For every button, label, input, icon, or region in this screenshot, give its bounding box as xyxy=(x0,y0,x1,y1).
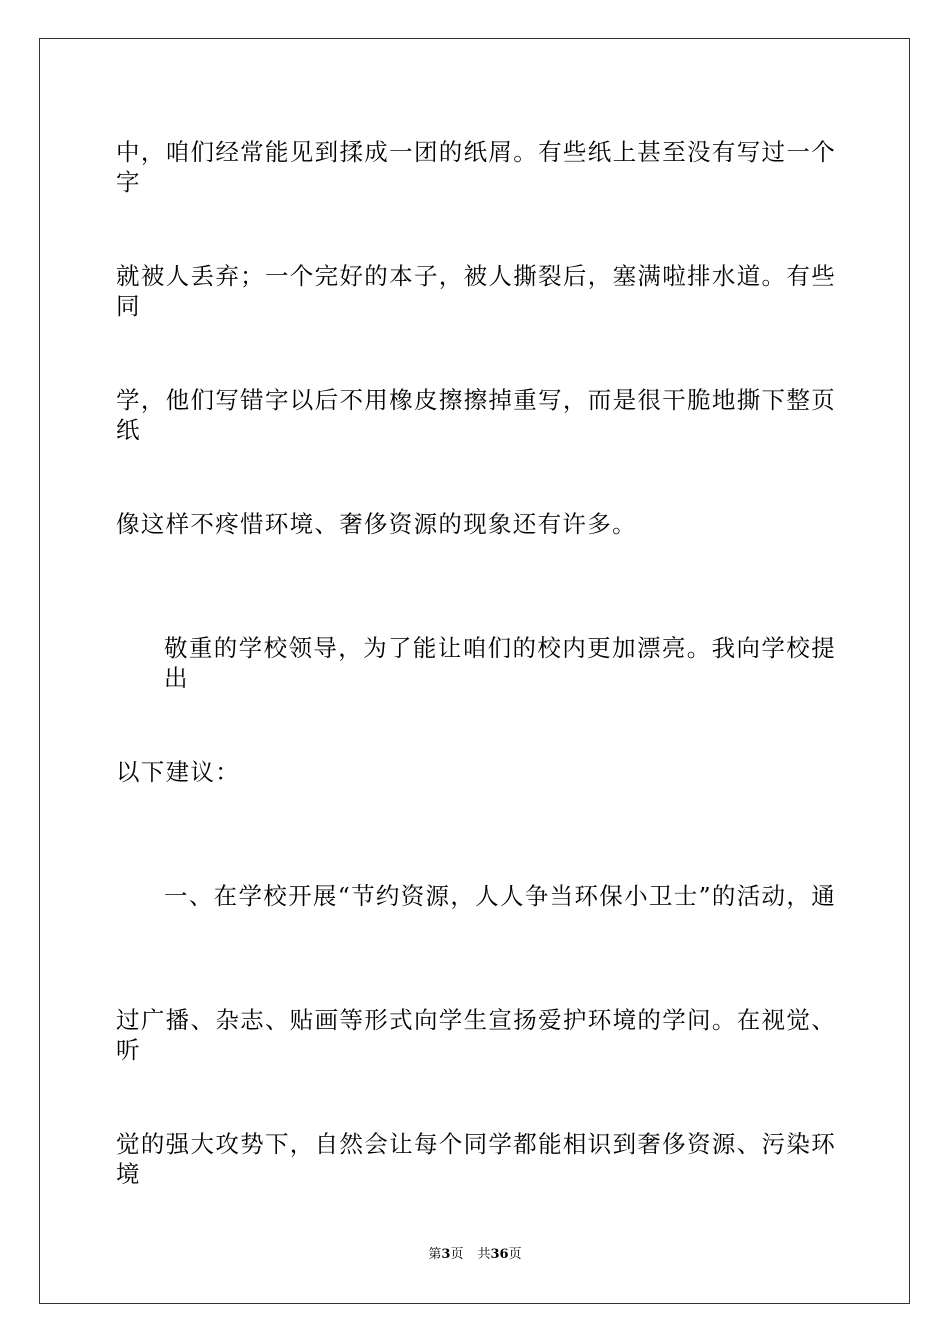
body-line-3: 学，他们写错字以后不用橡皮擦擦掉重写，而是很干脆地撕下整页纸 xyxy=(116,386,836,444)
body-line-2: 就被人丢弃；一个完好的本子，被人撕裂后，塞满啦排水道。有些同 xyxy=(116,262,836,320)
total-suffix: 页 xyxy=(508,1247,522,1262)
body-line-5: 敬重的学校领导，为了能让咱们的校内更加漂亮。我向学校提出 xyxy=(164,634,836,692)
total-prefix: 共 xyxy=(477,1247,491,1262)
body-line-9: 觉的强大攻势下，自然会让每个同学都能相识到奢侈资源、污染环境 xyxy=(116,1130,836,1188)
page-total: 36 xyxy=(490,1247,509,1262)
page-suffix: 页 xyxy=(450,1247,464,1262)
page-number-footer xyxy=(0,1246,950,1264)
body-line-6: 以下建议： xyxy=(116,758,240,786)
body-line-8: 过广播、杂志、贴画等形式向学生宣扬爱护环境的学问。在视觉、听 xyxy=(116,1006,836,1064)
body-line-4: 像这样不疼惜环境、奢侈资源的现象还有许多。 xyxy=(116,510,637,538)
page-prefix: 第 xyxy=(428,1247,442,1262)
page-current: 3 xyxy=(441,1247,451,1262)
body-line-7: 一、在学校开展“节约资源，人人争当环保小卫士”的活动，通 xyxy=(164,882,836,910)
body-line-1: 中，咱们经常能见到揉成一团的纸屑。有些纸上甚至没有写过一个字 xyxy=(116,138,836,196)
